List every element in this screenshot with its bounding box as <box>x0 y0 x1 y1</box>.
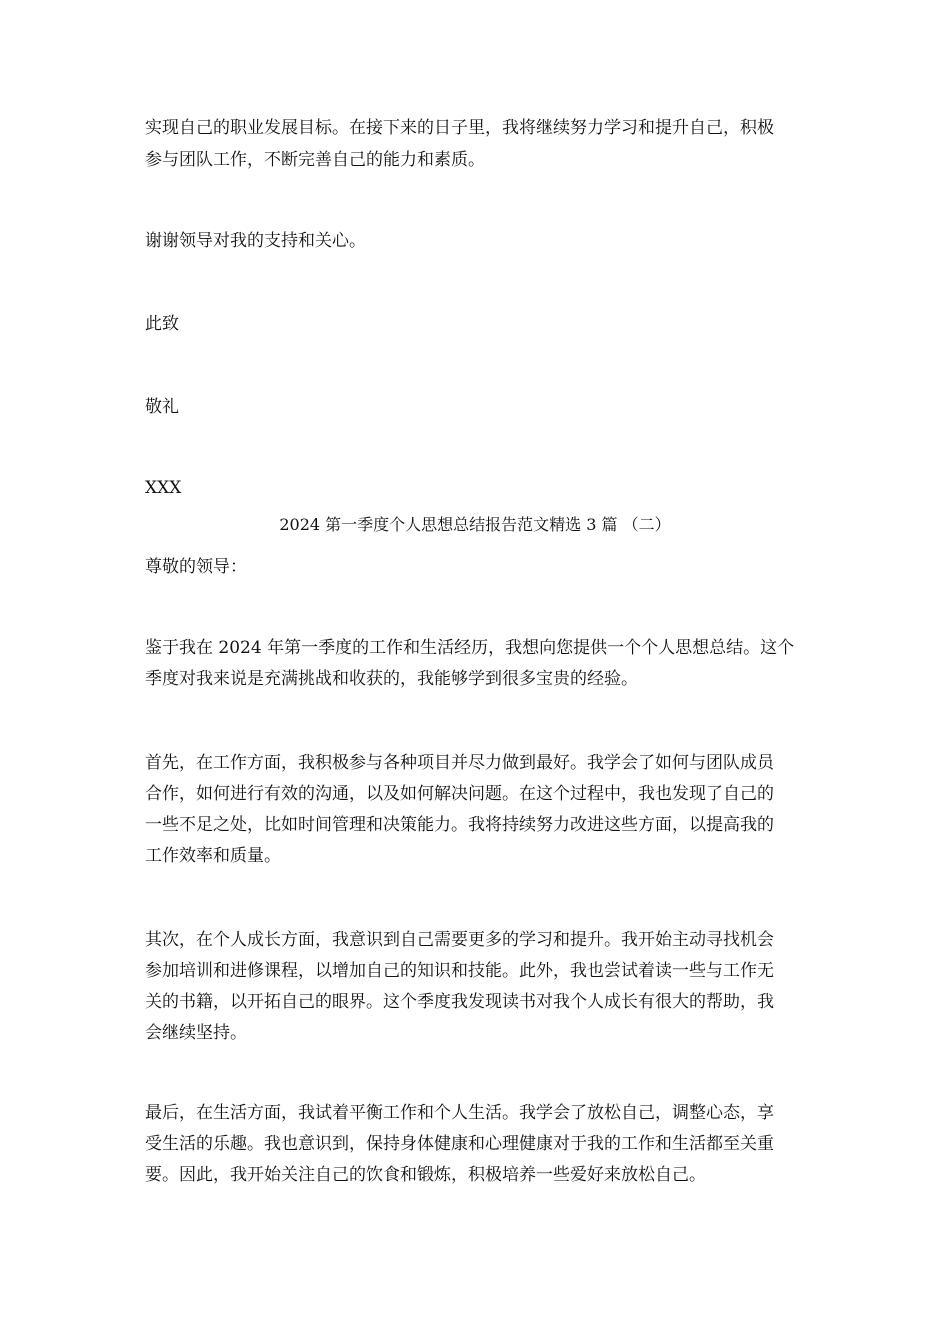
paragraph-2-line: 一些不足之处，比如时间管理和决策能力。我将持续努力改进这些方面，以提高我的 <box>145 815 774 835</box>
paragraph-4-line: 最后，在生活方面，我试着平衡工作和个人生活。我学会了放松自己，调整心态，享 <box>145 1103 774 1123</box>
paragraph-4-line: 要。因此，我开始关注自己的饮食和锻炼，积极培养一些爱好来放松自己。 <box>145 1165 706 1185</box>
paragraph-4-line: 受生活的乐趣。我也意识到，保持身体健康和心理健康对于我的工作和生活都至关重 <box>145 1134 774 1154</box>
salutation: 尊敬的领导： <box>145 557 247 577</box>
closing-line-2: 敬礼 <box>145 397 179 417</box>
intro-paragraph-line: 参与团队工作，不断完善自己的能力和素质。 <box>145 150 485 170</box>
closing-line-1: 此致 <box>145 314 179 334</box>
paragraph-3-line: 其次，在个人成长方面，我意识到自己需要更多的学习和提升。我开始主动寻找机会 <box>145 930 774 950</box>
paragraph-1-line: 季度对我来说是充满挑战和收获的，我能够学到很多宝贵的经验。 <box>145 669 638 689</box>
paragraph-3-line: 会继续坚持。 <box>145 1023 247 1043</box>
paragraph-2-line: 合作，如何进行有效的沟通，以及如何解决问题。在这个过程中，我也发现了自己的 <box>145 784 774 804</box>
intro-paragraph-line: 实现自己的职业发展目标。在接下来的日子里，我将继续努力学习和提升自己，积极 <box>145 118 774 138</box>
paragraph-1-line: 鉴于我在 2024 年第一季度的工作和生活经历，我想向您提供一个个人思想总结。这个 <box>145 638 795 658</box>
signature: XXX <box>145 478 182 498</box>
paragraph-3-line: 关的书籍，以开拓自己的眼界。这个季度我发现读书对我个人成长有很大的帮助，我 <box>145 992 774 1012</box>
section-title: 2024 第一季度个人思想总结报告范文精选 3 篇 （二） <box>279 515 671 534</box>
thanks-line: 谢谢领导对我的支持和关心。 <box>145 231 366 251</box>
paragraph-2-line: 首先，在工作方面，我积极参与各种项目并尽力做到最好。我学会了如何与团队成员 <box>145 753 774 773</box>
paragraph-3-line: 参加培训和进修课程，以增加自己的知识和技能。此外，我也尝试着读一些与工作无 <box>145 961 774 981</box>
paragraph-2-line: 工作效率和质量。 <box>145 846 281 866</box>
